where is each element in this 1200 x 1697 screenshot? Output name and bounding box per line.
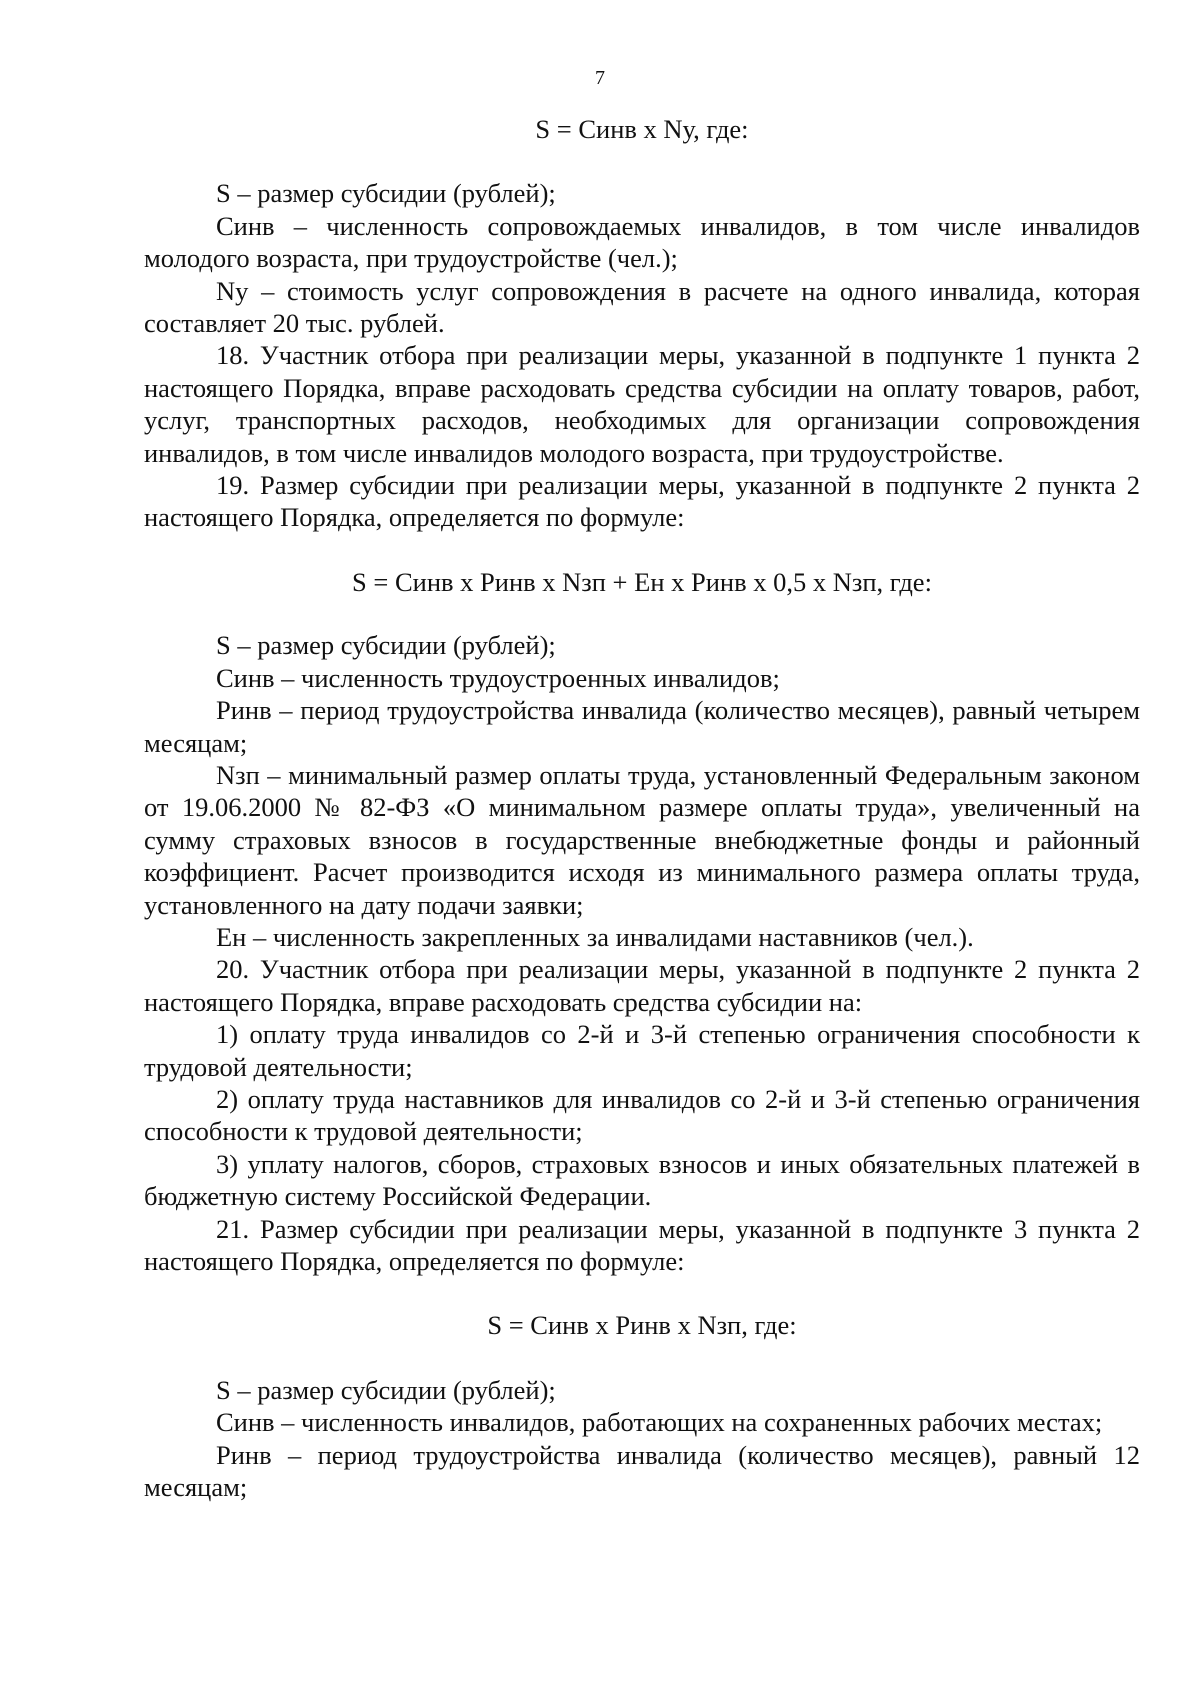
definition-en: Ен – численность закрепленных за инвалидами наставников (чел.). <box>216 921 974 952</box>
clause-18: 18. Участник отбора при реализации меры, указанной в подпункте 1 пункта 2 настоящего Порядка, вправе расходовать средства субсидии на оплату товаров, работ, услуг, транспортных расходов, необходимых для организации сопровождения инвалидов, в том числе инвалидов молодого возраста, при трудоустройстве. <box>144 340 1140 468</box>
definition-rinv-2: Ринв – период трудоустройства инвалида (количество месяцев), равный четырем месяцам; <box>144 695 1140 758</box>
clause-20: 20. Участник отбора при реализации меры, указанной в подпункте 2 пункта 2 настоящего Порядка, вправе расходовать средства субсидии на: <box>144 954 1140 1017</box>
clause-20-item-3: 3) уплату налогов, сборов, страховых взносов и иных обязательных платежей в бюджетную систему Российской Федерации. <box>144 1148 1140 1212</box>
page-number: 7 <box>595 67 605 89</box>
clause-20-item-1: 1) оплату труда инвалидов со 2-й и 3-й степенью ограничения способности к трудовой деятельности; <box>144 1019 1140 1082</box>
definition-ny: Nу – стоимость услуг сопровождения в расчете на одного инвалида, которая составляет 20 тыс. рублей. <box>144 275 1140 339</box>
document-body <box>144 113 1140 1503</box>
clause-20-item-2: 2) оплату труда наставников для инвалидов со 2-й и 3-й степенью ограничения способности к трудовой деятельности; <box>144 1083 1140 1147</box>
definition-rinv-3: Ринв – период трудоустройства инвалида (количество месяцев), равный 12 месяцам; <box>144 1439 1140 1503</box>
definition-s-3: S – размер субсидии (рублей); <box>216 1374 556 1405</box>
definition-sinv-2: Синв – численность трудоустроенных инвалидов; <box>216 662 780 693</box>
definition-sinv-1: Синв – численность сопровождаемых инвалидов, в том числе инвалидов молодого возраста, при трудоустройстве (чел.); <box>144 210 1140 274</box>
clause-19: 19. Размер субсидии при реализации меры, указанной в подпункте 2 пункта 2 настоящего Порядка, определяется по формуле: <box>144 470 1140 533</box>
definition-nzp: Nзп – минимальный размер оплаты труда, установленный Федеральным законом от 19.06.2000 № 82-ФЗ «О минимальном размере оплаты труда», увеличенный на сумму страховых взносов в государственные внебюджетные фонды и районный коэффициент. Расчет производится исходя из минимального размера оплаты труда, установленного на дату подачи заявки; <box>144 759 1140 920</box>
formula-1: S = Синв x Nу, где: <box>535 114 749 144</box>
formula-3: S = Синв x Ринв x Nзп, где: <box>487 1310 797 1341</box>
definition-sinv-3: Синв – численность инвалидов, работающих на сохраненных рабочих местах; <box>216 1407 1103 1438</box>
definition-s-1: S – размер субсидии (рублей); <box>216 178 556 209</box>
formula-2: S = Синв x Ринв x Nзп + Ен x Ринв x 0,5 x Nзп, где: <box>352 566 932 597</box>
definition-s-2: S – размер субсидии (рублей); <box>216 630 556 661</box>
clause-21: 21. Размер субсидии при реализации меры, указанной в подпункте 3 пункта 2 настоящего Порядка, определяется по формуле: <box>144 1213 1140 1276</box>
